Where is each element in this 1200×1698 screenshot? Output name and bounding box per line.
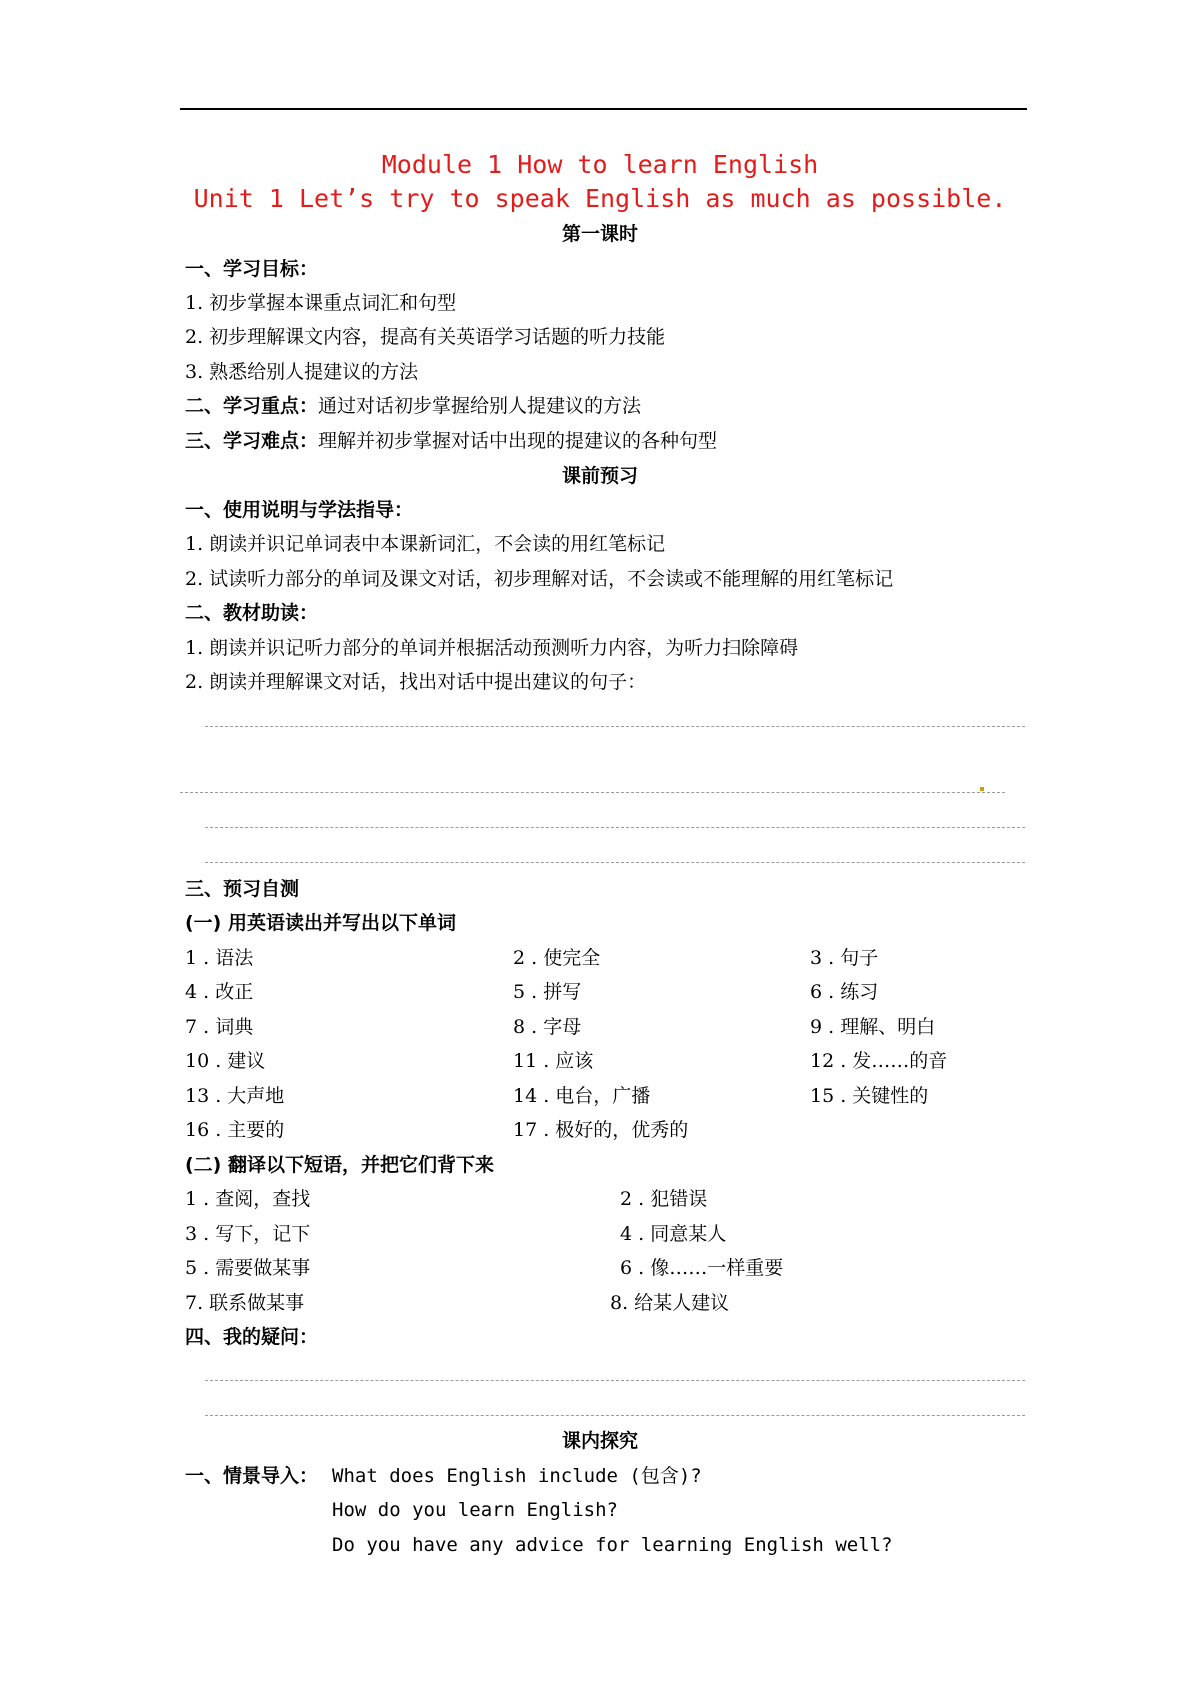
word-item: 6 . 练习 <box>810 981 879 1003</box>
phrase-item: 4 . 同意某人 <box>620 1223 727 1245</box>
word-item: 10 . 建议 <box>185 1050 266 1072</box>
help-item: 2. 朗读并理解课文对话，找出对话中提出建议的句子： <box>185 671 647 693</box>
answer-line <box>180 792 1005 793</box>
marker-dot <box>980 787 984 791</box>
word-item: 11 . 应该 <box>513 1050 594 1072</box>
word-item: 13 . 大声地 <box>185 1085 285 1107</box>
self-test-heading: 三、预习自测 <box>185 878 300 900</box>
word-item: 17 . 极好的，优秀的 <box>513 1119 689 1141</box>
answer-line <box>205 1380 1025 1381</box>
phrase-item: 1 . 查阅，查找 <box>185 1188 311 1210</box>
preview-title: 课前预习 <box>561 465 638 487</box>
word-item: 14 . 电台，广播 <box>513 1085 651 1107</box>
difficulty-text: 理解并初步掌握对话中出现的提建议的各种句型 <box>318 430 718 452</box>
word-item: 8 . 字母 <box>513 1016 582 1038</box>
key-point-text: 通过对话初步掌握给别人提建议的方法 <box>318 395 642 417</box>
header-rule <box>180 108 1027 110</box>
word-item: 1 . 语法 <box>185 947 254 969</box>
word-item: 16 . 主要的 <box>185 1119 285 1141</box>
guide-heading: 一、使用说明与学法指导： <box>185 499 414 521</box>
key-point <box>185 397 641 416</box>
phrase-item: 7. 联系做某事 <box>185 1292 305 1314</box>
intro-heading: 一、情景导入： <box>185 1465 319 1487</box>
goal-item: 1. 初步掌握本课重点词汇和句型 <box>185 292 457 314</box>
unit-title: Unit 1 Let’s try to speak English as much as possible. <box>193 184 1007 213</box>
phrase-item: 2 . 犯错误 <box>620 1188 708 1210</box>
intro-line: What does English include (包含)? <box>332 1465 702 1487</box>
questions-heading: 四、我的疑问： <box>185 1326 319 1348</box>
word-item: 9 . 理解、明白 <box>810 1016 936 1038</box>
lesson-label: 第一课时 <box>561 223 638 245</box>
word-item: 5 . 拼写 <box>513 981 582 1003</box>
phrase-item: 5 . 需要做某事 <box>185 1257 311 1279</box>
difficulty-heading: 三、学习难点： <box>185 430 319 452</box>
intro-line: How do you learn English? <box>332 1499 618 1521</box>
phrase-item: 8. 给某人建议 <box>610 1292 730 1314</box>
answer-line <box>205 1415 1025 1416</box>
intro-line: Do you have any advice for learning English well? <box>332 1534 893 1556</box>
help-heading: 二、教材助读： <box>185 602 319 624</box>
help-item: 1. 朗读并识记听力部分的单词并根据活动预测听力内容，为听力扫除障碍 <box>185 637 799 659</box>
word-item: 12 . 发……的音 <box>810 1050 948 1072</box>
phrases-heading: (二) 翻译以下短语，并把它们背下来 <box>185 1154 494 1176</box>
word-item: 15 . 关键性的 <box>810 1085 929 1107</box>
word-item: 4 . 改正 <box>185 981 254 1003</box>
phrase-item: 3 . 写下，记下 <box>185 1223 311 1245</box>
words-heading: (一) 用英语读出并写出以下单词 <box>185 912 456 934</box>
goal-item: 3. 熟悉给别人提建议的方法 <box>185 361 419 383</box>
phrase-item: 6 . 像……一样重要 <box>620 1257 784 1279</box>
guide-item: 1. 朗读并识记单词表中本课新词汇，不会读的用红笔标记 <box>185 533 666 555</box>
answer-line <box>205 862 1025 863</box>
word-item: 7 . 词典 <box>185 1016 254 1038</box>
guide-item: 2. 试读听力部分的单词及课文对话，初步理解对话，不会读或不能理解的用红笔标记 <box>185 568 894 590</box>
goal-item: 2. 初步理解课文内容，提高有关英语学习话题的听力技能 <box>185 326 666 348</box>
in-class-title: 课内探究 <box>561 1430 638 1452</box>
difficulty <box>185 432 717 451</box>
word-item: 2 . 使完全 <box>513 947 601 969</box>
answer-line <box>205 827 1025 828</box>
answer-line <box>205 726 1025 727</box>
word-item: 3 . 句子 <box>810 947 879 969</box>
module-title: Module 1 How to learn English <box>381 150 819 179</box>
key-point-heading: 二、学习重点： <box>185 395 319 417</box>
goals-heading: 一、学习目标： <box>185 258 319 280</box>
